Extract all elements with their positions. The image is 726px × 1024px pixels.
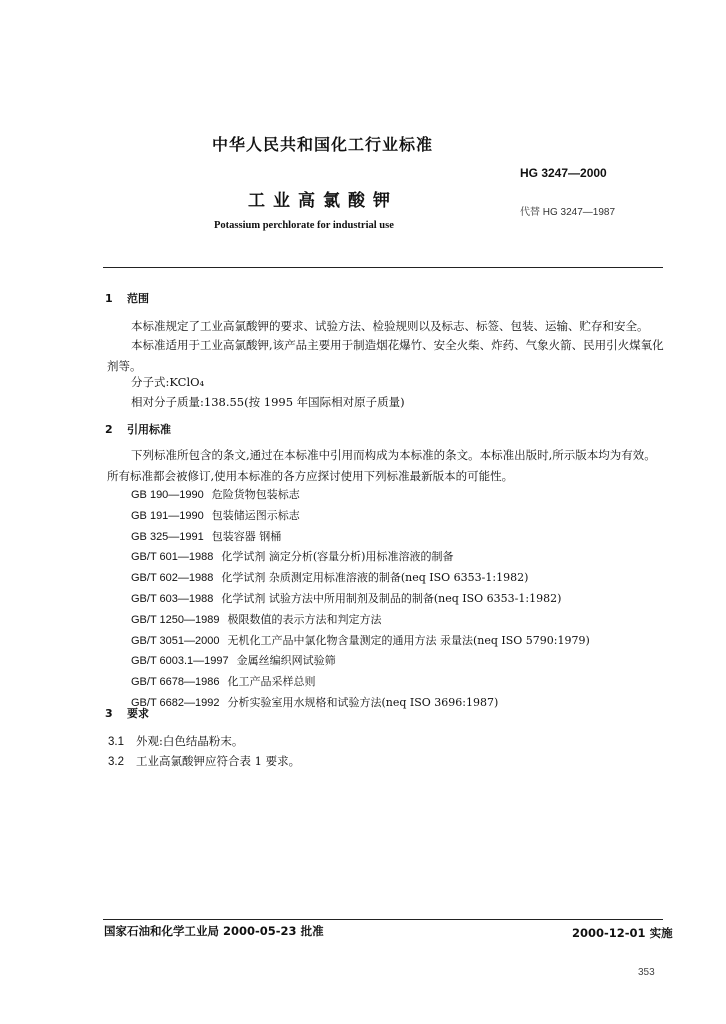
ref-title: 化学试剂 试验方法中所用制剂及制品的制备(neq ISO 6353-1:1982) <box>221 591 562 605</box>
section-number: 1 <box>105 292 113 305</box>
ref-title: 分析实验室用水规格和试验方法(neq ISO 3696:1987) <box>227 695 499 709</box>
list-item <box>131 568 590 589</box>
footer-divider <box>103 919 663 920</box>
ref-code: GB/T 6682—1992 <box>131 696 220 709</box>
clause-text: 外观:白色结晶粉末。 <box>136 734 244 748</box>
section-3-heading <box>105 705 149 721</box>
replaces-note: 代替 HG 3247—1987 <box>520 207 616 218</box>
clause-number: 3.1 <box>108 736 124 748</box>
list-item <box>131 589 590 610</box>
section-1-para2: 本标准适用于工业高氯酸钾,该产品主要用于制造烟花爆竹、安全火柴、炸药、气象火箭、民用引火煤氧化剂等。 <box>107 338 664 373</box>
ref-title: 包装储运图示标志 <box>211 508 300 522</box>
list-item <box>131 485 590 506</box>
ref-title: 包装容器 钢桶 <box>211 529 282 543</box>
ref-code: GB 191—1990 <box>131 509 204 522</box>
list-item <box>131 547 590 568</box>
list-item <box>131 610 590 631</box>
ref-title: 极限数值的表示方法和判定方法 <box>227 612 382 626</box>
effective-date: 2000-12-01 实施 <box>572 926 673 940</box>
section-1-heading <box>105 290 149 306</box>
section-1-para1: 本标准规定了工业高氯酸钾的要求、试验方法、检验规则以及标志、标签、包装、运输、贮存和安全。 <box>131 319 649 333</box>
ref-title: 危险货物包装标志 <box>211 488 300 501</box>
ref-code: GB 325—1991 <box>131 530 204 543</box>
document-title: 工业高氯酸钾 <box>248 191 398 211</box>
ref-title: 化学试剂 杂质测定用标准溶液的制备(neq ISO 6353-1:1982) <box>221 571 529 585</box>
list-item <box>131 672 590 693</box>
approval-note: 国家石油和化学工业局 2000-05-23 批准 <box>104 924 324 938</box>
ref-code: GB 190—1990 <box>131 489 204 501</box>
section-number: 3 <box>105 707 113 720</box>
section-title: 要求 <box>127 707 149 720</box>
clause-3-2 <box>108 753 300 769</box>
list-item <box>131 506 590 527</box>
section-2-intro: 下列标准所包含的条文,通过在本标准中引用而构成为本标准的条文。本标准出版时,所示版本均为有效。所有标准都会被修订,使用本标准的各方应探讨使用下列标准最新版本的可能性。 <box>107 448 656 483</box>
ref-code: GB/T 601—1988 <box>131 551 214 564</box>
reference-list <box>131 485 590 714</box>
clause-text: 工业高氯酸钾应符合表 1 要求。 <box>136 754 301 768</box>
standard-code: HG 3247—2000 <box>520 166 607 180</box>
list-item <box>131 527 590 548</box>
ref-code: GB/T 3051—2000 <box>131 634 220 647</box>
list-item <box>131 651 590 672</box>
ref-title: 化工产品采样总则 <box>227 675 316 689</box>
section-title: 引用标准 <box>127 423 171 436</box>
english-title: Potassium perchlorate for industrial use <box>214 220 394 231</box>
ref-code: GB/T 603—1988 <box>131 592 214 605</box>
molecular-mass: 相对分子质量:138.55(按 1995 年国际相对原子质量) <box>131 395 405 409</box>
page-number: 353 <box>638 967 655 978</box>
clause-3-1 <box>108 733 243 749</box>
clause-number: 3.2 <box>108 756 124 768</box>
ref-code: GB/T 6678—1986 <box>131 676 220 689</box>
header-divider <box>103 267 663 268</box>
ref-code: GB/T 1250—1989 <box>131 613 220 626</box>
section-2-heading <box>105 421 171 437</box>
ref-title: 化学试剂 滴定分析(容量分析)用标准溶液的制备 <box>221 550 454 564</box>
ref-code: GB/T 6003.1—1997 <box>131 655 229 668</box>
ref-code: GB/T 602—1988 <box>131 572 214 585</box>
list-item <box>131 631 590 652</box>
ref-title: 金属丝编织网试验筛 <box>236 654 336 668</box>
section-number: 2 <box>105 423 113 436</box>
standard-title: 中华人民共和国化工行业标准 <box>212 135 434 154</box>
list-item <box>131 693 590 714</box>
molecular-formula: 分子式:KClO₄ <box>131 375 205 389</box>
ref-title: 无机化工产品中氯化物含量测定的通用方法 汞量法(neq ISO 5790:1979) <box>227 633 590 647</box>
section-title: 范围 <box>127 292 149 305</box>
